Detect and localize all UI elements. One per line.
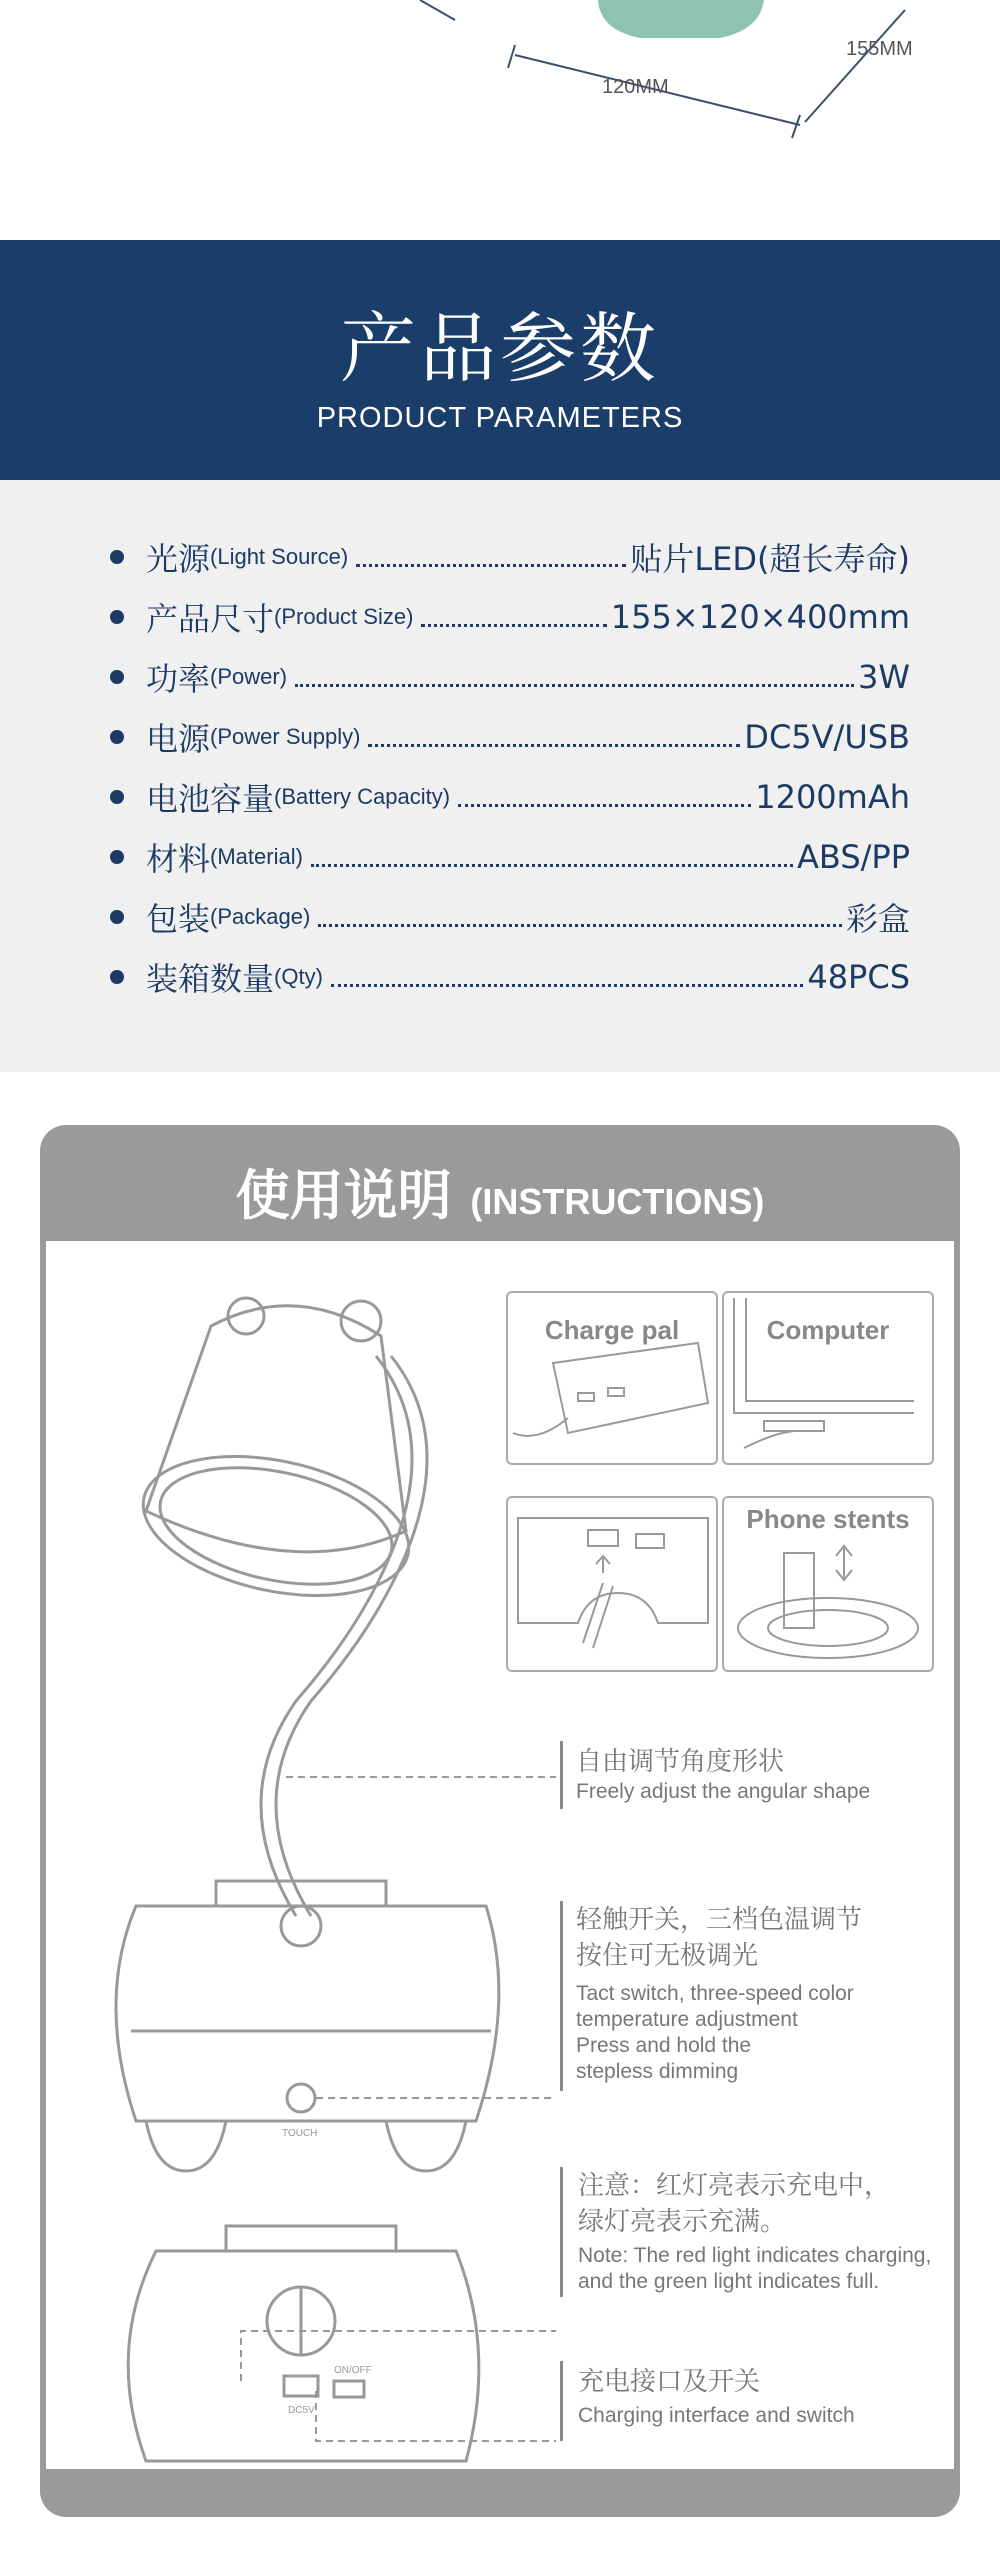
bullet-icon (110, 970, 124, 984)
bullet-icon (110, 850, 124, 864)
note-interface (578, 2363, 855, 2429)
back-base-top (226, 2226, 396, 2251)
note-bar (560, 1741, 563, 1809)
note-charging (578, 2167, 931, 2295)
param-value: DC5V/USB (744, 718, 910, 756)
base-top (216, 1881, 386, 1906)
dimension-tick (508, 45, 515, 68)
param-name: 包装 (146, 900, 211, 938)
param-name: 功率 (146, 660, 211, 698)
instructions-panel (40, 1125, 960, 2517)
bullet-icon (110, 550, 124, 564)
param-name: 产品尺寸 (146, 600, 275, 638)
param-name-en: (Power Supply) (210, 724, 361, 749)
note-bar (560, 2361, 563, 2441)
param-name: 光源 (146, 540, 211, 578)
width-dimension-label: 120MM (602, 76, 669, 98)
card-label-phone-stents: Phone stents (746, 1504, 910, 1534)
lamp-shade-opening (130, 1434, 421, 1617)
param-name-en: (Qty) (274, 964, 323, 989)
bullet-icon (110, 610, 124, 624)
base-foot (386, 2121, 466, 2171)
dotted-leader (421, 624, 606, 627)
dotted-leader (331, 984, 803, 987)
param-value: 1200mAh (755, 778, 910, 816)
param-name: 材料 (146, 840, 211, 878)
onoff-switch-icon (334, 2381, 364, 2397)
note-adjust-en: Freely adjust the angular shape (576, 1780, 871, 1803)
param-value: 3W (858, 658, 910, 696)
bullet-icon (110, 670, 124, 684)
dotted-leader (368, 744, 740, 747)
onoff-label: ON/OFF (334, 2365, 372, 2376)
param-row-package (110, 892, 910, 942)
param-value: 彩盒 (845, 900, 910, 938)
base-foot (146, 2121, 226, 2171)
instructions-title (40, 1153, 960, 1230)
bullet-icon (110, 790, 124, 804)
banner-subtitle: PRODUCT PARAMETERS (316, 402, 684, 434)
instructions-title-en: (INSTRUCTIONS) (470, 1181, 765, 1222)
param-value: 贴片LED(超长寿命) (630, 540, 910, 578)
note-switch (576, 1901, 862, 2085)
note-bar (560, 2167, 563, 2297)
banner-title: 产品参数 (340, 304, 660, 393)
dimension-line-left (420, 0, 455, 20)
param-row-qty (110, 952, 910, 1002)
param-name-en: (Product Size) (274, 604, 414, 629)
param-name: 电池容量 (146, 780, 275, 818)
lamp-shade-icon (146, 1306, 406, 1552)
leader-charging (241, 2331, 556, 2381)
param-row-light-source (110, 532, 910, 582)
dotted-leader (311, 864, 793, 867)
lamp-top-illustration (116, 1298, 499, 2171)
lamp-base-icon (116, 1906, 499, 2121)
param-row-power (110, 652, 910, 702)
note-charging-cn: 注意：红灯亮表示充电中， 绿灯亮表示充满。 (578, 2170, 891, 2236)
param-row-material (110, 832, 910, 882)
product-body-mint (598, 0, 764, 38)
lamp-port-icon (508, 1498, 716, 1670)
neck-joint-icon (281, 1906, 321, 1946)
lamp-ear-icon (341, 1301, 381, 1341)
param-value: 155×120×400mm (610, 598, 910, 636)
param-name: 电源 (146, 720, 211, 758)
product-dimension-illustration (0, 0, 1000, 240)
leader-lines (241, 1777, 556, 2441)
note-interface-cn: 充电接口及开关 (578, 2366, 761, 2396)
param-name-en: (Material) (210, 844, 303, 869)
param-row-product-size (110, 592, 910, 642)
note-switch-cn: 轻触开关，三档色温调节 按住可无极调光 (576, 1904, 863, 1970)
param-name-en: (Battery Capacity) (274, 784, 451, 809)
depth-dimension-label: 155MM (846, 38, 913, 60)
dc5v-label: DC5V (288, 2405, 315, 2416)
parameters-banner (0, 240, 1000, 480)
card-label-charge-pal: Charge pal (544, 1315, 680, 1345)
note-adjust-cn: 自由调节角度形状 (576, 1746, 785, 1776)
bullet-icon (110, 730, 124, 744)
card-charge-pal (506, 1291, 718, 1465)
dc5v-port-icon (284, 2376, 318, 2396)
param-name-en: (Power) (210, 664, 288, 689)
lamp-back-illustration (128, 2226, 479, 2461)
note-switch-en: Tact switch, three-speed color temperature adjustment Press and hold the stepless dimming (576, 1982, 854, 2083)
parameters-section (0, 480, 1000, 1072)
note-bar (560, 1901, 563, 2091)
param-name-en: (Light Source) (210, 544, 349, 569)
touch-power-icon (287, 2084, 315, 2112)
dimension-drawing (0, 0, 1000, 240)
param-name: 装箱数量 (146, 960, 275, 998)
dimension-tick (792, 115, 800, 138)
instructions-content (46, 1241, 954, 2469)
note-adjust (576, 1743, 870, 1805)
card-lamp-port (506, 1496, 718, 1672)
dimension-line-depth (805, 10, 905, 122)
dotted-leader (458, 804, 751, 807)
param-row-battery (110, 772, 910, 822)
note-charging-en: Note: The red light indicates charging, and the green light indicates full. (578, 2244, 932, 2293)
dotted-leader (295, 684, 854, 687)
note-interface-en: Charging interface and switch (578, 2404, 855, 2427)
param-name-en: (Package) (210, 904, 311, 929)
dotted-leader (318, 924, 842, 927)
card-phone-stents (722, 1496, 934, 1672)
touch-label: TOUCH (282, 2128, 318, 2139)
instructions-title-cn: 使用说明 (235, 1164, 452, 1227)
dotted-leader (356, 564, 626, 567)
gooseneck-icon (261, 1356, 412, 1916)
bullet-icon (110, 910, 124, 924)
card-label-computer: Computer (766, 1315, 890, 1345)
card-computer (722, 1291, 934, 1465)
lamp-shade-inner (149, 1449, 402, 1604)
gooseneck-outline (276, 1356, 427, 1916)
param-value: ABS/PP (797, 838, 910, 876)
param-value: 48PCS (807, 958, 910, 996)
param-row-power-supply (110, 712, 910, 762)
